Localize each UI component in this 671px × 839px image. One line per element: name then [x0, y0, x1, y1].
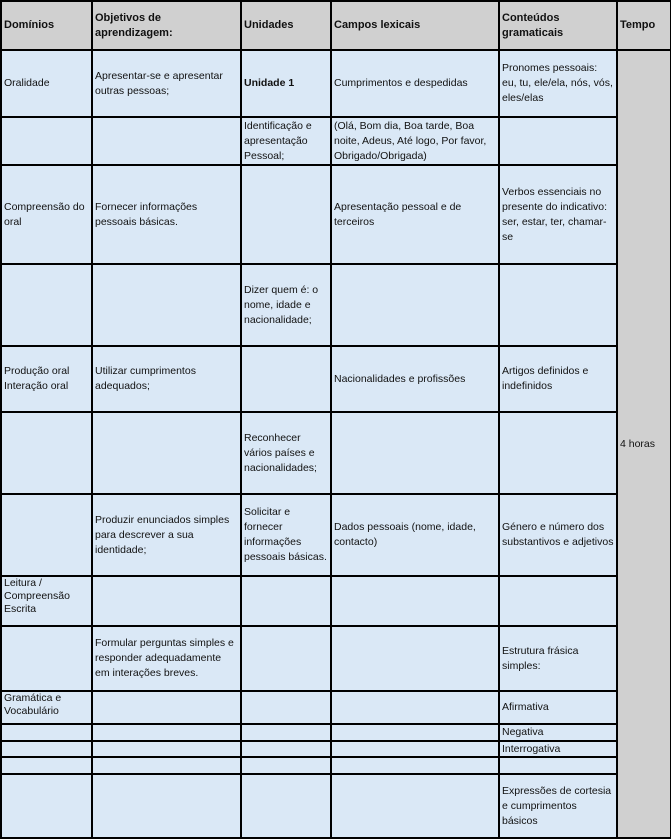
- unidade-cell: [241, 741, 331, 757]
- objetivo-cell: [92, 412, 241, 494]
- conteudo-cell: Estrutura frásica simples:: [499, 626, 617, 691]
- campo-cell: [331, 691, 499, 724]
- header-objetivos: Objetivos de aprendizagem:: [92, 1, 241, 50]
- campo-cell: [331, 264, 499, 346]
- header-campos-lexicais: Campos lexicais: [331, 1, 499, 50]
- dominio-cell: Leitura / Compreensão Escrita: [1, 576, 92, 626]
- campo-cell: [331, 774, 499, 838]
- conteudo-cell: [499, 757, 617, 774]
- table-row: [1, 757, 671, 774]
- unidade-cell: Identificação e apresentação Pessoal;: [241, 117, 331, 165]
- conteudo-cell: Artigos definidos e indefinidos: [499, 346, 617, 412]
- unidade-cell: [241, 346, 331, 412]
- tempo-cell: 4 horas: [617, 50, 671, 838]
- conteudo-cell: Género e número dos substantivos e adjetivos: [499, 494, 617, 576]
- header-row: [1, 1, 671, 50]
- conteudo-cell: Afirmativa: [499, 691, 617, 724]
- unidade-cell: [241, 774, 331, 838]
- objetivo-cell: [92, 757, 241, 774]
- objetivo-cell: [92, 691, 241, 724]
- table-row: [1, 741, 671, 757]
- dominio-cell: [1, 117, 92, 165]
- dominio-cell: Produção oral Interação oral: [1, 346, 92, 412]
- table-row: [1, 691, 671, 724]
- table-row: [1, 494, 671, 576]
- campo-cell: [331, 741, 499, 757]
- unidade-cell: Reconhecer vários países e nacionalidades;: [241, 412, 331, 494]
- campo-cell: [331, 757, 499, 774]
- dominio-cell: Compreensão do oral: [1, 165, 92, 264]
- unidade-cell: [241, 724, 331, 741]
- conteudo-cell: Verbos essenciais no presente do indicativo: ser, estar, ter, chamar-se: [499, 165, 617, 264]
- objetivo-cell: [92, 741, 241, 757]
- conteudo-cell: [499, 412, 617, 494]
- table-row: [1, 576, 671, 626]
- conteudo-cell: [499, 576, 617, 626]
- dominio-cell: [1, 412, 92, 494]
- dominio-cell: [1, 741, 92, 757]
- campo-cell: Dados pessoais (nome, idade, contacto): [331, 494, 499, 576]
- campo-cell: [331, 626, 499, 691]
- objetivo-cell: Utilizar cumprimentos adequados;: [92, 346, 241, 412]
- header-tempo: Tempo: [617, 1, 671, 50]
- objetivo-cell: [92, 724, 241, 741]
- dominio-cell: [1, 626, 92, 691]
- objetivo-cell: [92, 264, 241, 346]
- campo-cell: [331, 724, 499, 741]
- dominio-cell: [1, 494, 92, 576]
- unidade-cell: [241, 757, 331, 774]
- objetivo-cell: Produzir enunciados simples para descrever a sua identidade;: [92, 494, 241, 576]
- table-row: [1, 626, 671, 691]
- unidade-cell: [241, 691, 331, 724]
- unidade-cell: [241, 165, 331, 264]
- dominio-cell: Gramática e Vocabulário: [1, 691, 92, 724]
- table-row: [1, 264, 671, 346]
- unidade-cell: Dizer quem é: o nome, idade e nacionalidade;: [241, 264, 331, 346]
- campo-cell: Nacionalidades e profissões: [331, 346, 499, 412]
- table-row: [1, 412, 671, 494]
- unidade-cell: [241, 626, 331, 691]
- dominio-cell: [1, 774, 92, 838]
- conteudo-cell: [499, 117, 617, 165]
- objetivo-cell: [92, 774, 241, 838]
- dominio-cell: [1, 757, 92, 774]
- table-row: [1, 774, 671, 838]
- table-row: [1, 346, 671, 412]
- campo-cell: [331, 576, 499, 626]
- table-row: [1, 724, 671, 741]
- header-dominios: Domínios: [1, 1, 92, 50]
- campo-cell: Apresentação pessoal e de terceiros: [331, 165, 499, 264]
- objetivo-cell: [92, 117, 241, 165]
- table-row: [1, 165, 671, 264]
- campo-cell: Cumprimentos e despedidas: [331, 50, 499, 117]
- dominio-cell: Oralidade: [1, 50, 92, 117]
- header-conteudos-gramaticais: Conteúdos gramaticais: [499, 1, 617, 50]
- unidade-cell: Solicitar e fornecer informações pessoais básicas.: [241, 494, 331, 576]
- conteudo-cell: Expressões de cortesia e cumprimentos básicos: [499, 774, 617, 838]
- conteudo-cell: Interrogativa: [499, 741, 617, 757]
- objetivo-cell: Formular perguntas simples e responder adequadamente em interações breves.: [92, 626, 241, 691]
- dominio-cell: [1, 264, 92, 346]
- conteudo-cell: Negativa: [499, 724, 617, 741]
- conteudo-cell: [499, 264, 617, 346]
- objetivo-cell: [92, 576, 241, 626]
- objetivo-cell: Apresentar-se e apresentar outras pessoas;: [92, 50, 241, 117]
- table-row: [1, 50, 671, 117]
- unidade-cell: [241, 576, 331, 626]
- conteudo-cell: Pronomes pessoais: eu, tu, ele/ela, nós, vós, eles/elas: [499, 50, 617, 117]
- header-unidades: Unidades: [241, 1, 331, 50]
- dominio-cell: [1, 724, 92, 741]
- campo-cell: (Olá, Bom dia, Boa tarde, Boa noite, Adeus, Até logo, Por favor, Obrigado/Obrigada): [331, 117, 499, 165]
- unidade-cell: Unidade 1: [241, 50, 331, 117]
- objetivo-cell: Fornecer informações pessoais básicas.: [92, 165, 241, 264]
- campo-cell: [331, 412, 499, 494]
- table-row: [1, 117, 671, 165]
